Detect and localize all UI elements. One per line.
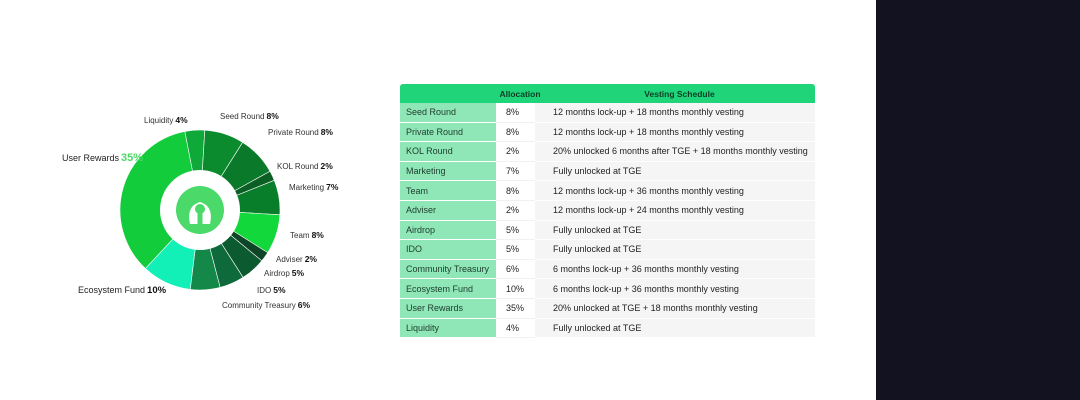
label-ido: IDO 5% [257, 285, 286, 295]
header-vesting-schedule: Vesting Schedule [644, 88, 715, 99]
row-vesting-schedule: 6 months lock-up + 36 months monthly vesting [535, 279, 815, 299]
label-liquidity: Liquidity 4% [144, 115, 188, 125]
row-vesting-schedule: 12 months lock-up + 18 months monthly vesting [535, 123, 815, 143]
row-allocation-name: Marketing [400, 162, 496, 182]
allocation-donut-chart [60, 100, 360, 320]
table-row [400, 181, 815, 201]
row-vesting-schedule: 20% unlocked 6 months after TGE + 18 months monthly vesting [535, 142, 815, 162]
row-vesting-schedule: Fully unlocked at TGE [535, 221, 815, 241]
row-allocation-name: Private Round [400, 123, 496, 143]
row-allocation-percent: 6% [496, 260, 535, 280]
table-row [400, 142, 815, 162]
row-allocation-percent: 8% [496, 123, 535, 143]
vesting-table [400, 84, 815, 338]
label-kol-round: KOL Round 2% [277, 161, 333, 171]
row-allocation-percent: 2% [496, 142, 535, 162]
row-allocation-percent: 2% [496, 201, 535, 221]
row-allocation-name: Seed Round [400, 103, 496, 123]
label-adviser: Adviser 2% [276, 254, 317, 264]
row-allocation-name: IDO [400, 240, 496, 260]
row-allocation-name: Adviser [400, 201, 496, 221]
table-row [400, 260, 815, 280]
row-vesting-schedule: 20% unlocked at TGE + 18 months monthly vesting [535, 299, 815, 319]
table-row [400, 279, 815, 299]
label-seed-round: Seed Round 8% [220, 111, 279, 121]
row-vesting-schedule: 12 months lock-up + 24 months monthly vesting [535, 201, 815, 221]
table-row [400, 201, 815, 221]
header-allocation: Allocation [499, 88, 541, 99]
row-allocation-name: Liquidity [400, 319, 496, 339]
row-vesting-schedule: Fully unlocked at TGE [535, 162, 815, 182]
label-airdrop: Airdrop 5% [264, 268, 305, 278]
table-row [400, 123, 815, 143]
row-allocation-name: Airdrop [400, 221, 496, 241]
table-row [400, 299, 815, 319]
table-row [400, 221, 815, 241]
row-allocation-name: User Rewards [400, 299, 496, 319]
table-row [400, 240, 815, 260]
row-vesting-schedule: 12 months lock-up + 18 months monthly vesting [535, 103, 815, 123]
row-vesting-schedule: 6 months lock-up + 36 months monthly vesting [535, 260, 815, 280]
row-allocation-percent: 10% [496, 279, 535, 299]
label-community-treasury: Community Treasury 6% [222, 300, 311, 310]
row-allocation-name: Community Treasury [400, 260, 496, 280]
row-allocation-percent: 7% [496, 162, 535, 182]
table-header-row [400, 84, 815, 103]
table-row [400, 103, 815, 123]
row-allocation-percent: 5% [496, 240, 535, 260]
row-vesting-schedule: 12 months lock-up + 36 months monthly vesting [535, 181, 815, 201]
label-marketing: Marketing 7% [289, 182, 339, 192]
label-ecosystem-fund: Ecosystem Fund 10% [78, 285, 167, 296]
row-vesting-schedule: Fully unlocked at TGE [535, 240, 815, 260]
row-allocation-percent: 5% [496, 221, 535, 241]
row-allocation-percent: 8% [496, 103, 535, 123]
label-team: Team 8% [290, 230, 324, 240]
row-allocation-name: KOL Round [400, 142, 496, 162]
label-private-round: Private Round 8% [268, 127, 333, 137]
row-allocation-percent: 35% [496, 299, 535, 319]
table-row [400, 319, 815, 339]
table-body [400, 103, 815, 338]
row-vesting-schedule: Fully unlocked at TGE [535, 319, 815, 339]
row-allocation-percent: 8% [496, 181, 535, 201]
row-allocation-name: Team [400, 181, 496, 201]
dark-side-panel [876, 0, 1080, 400]
row-allocation-percent: 4% [496, 319, 535, 339]
label-user-rewards: User Rewards 35% [62, 152, 144, 164]
row-allocation-name: Ecosystem Fund [400, 279, 496, 299]
table-row [400, 162, 815, 182]
